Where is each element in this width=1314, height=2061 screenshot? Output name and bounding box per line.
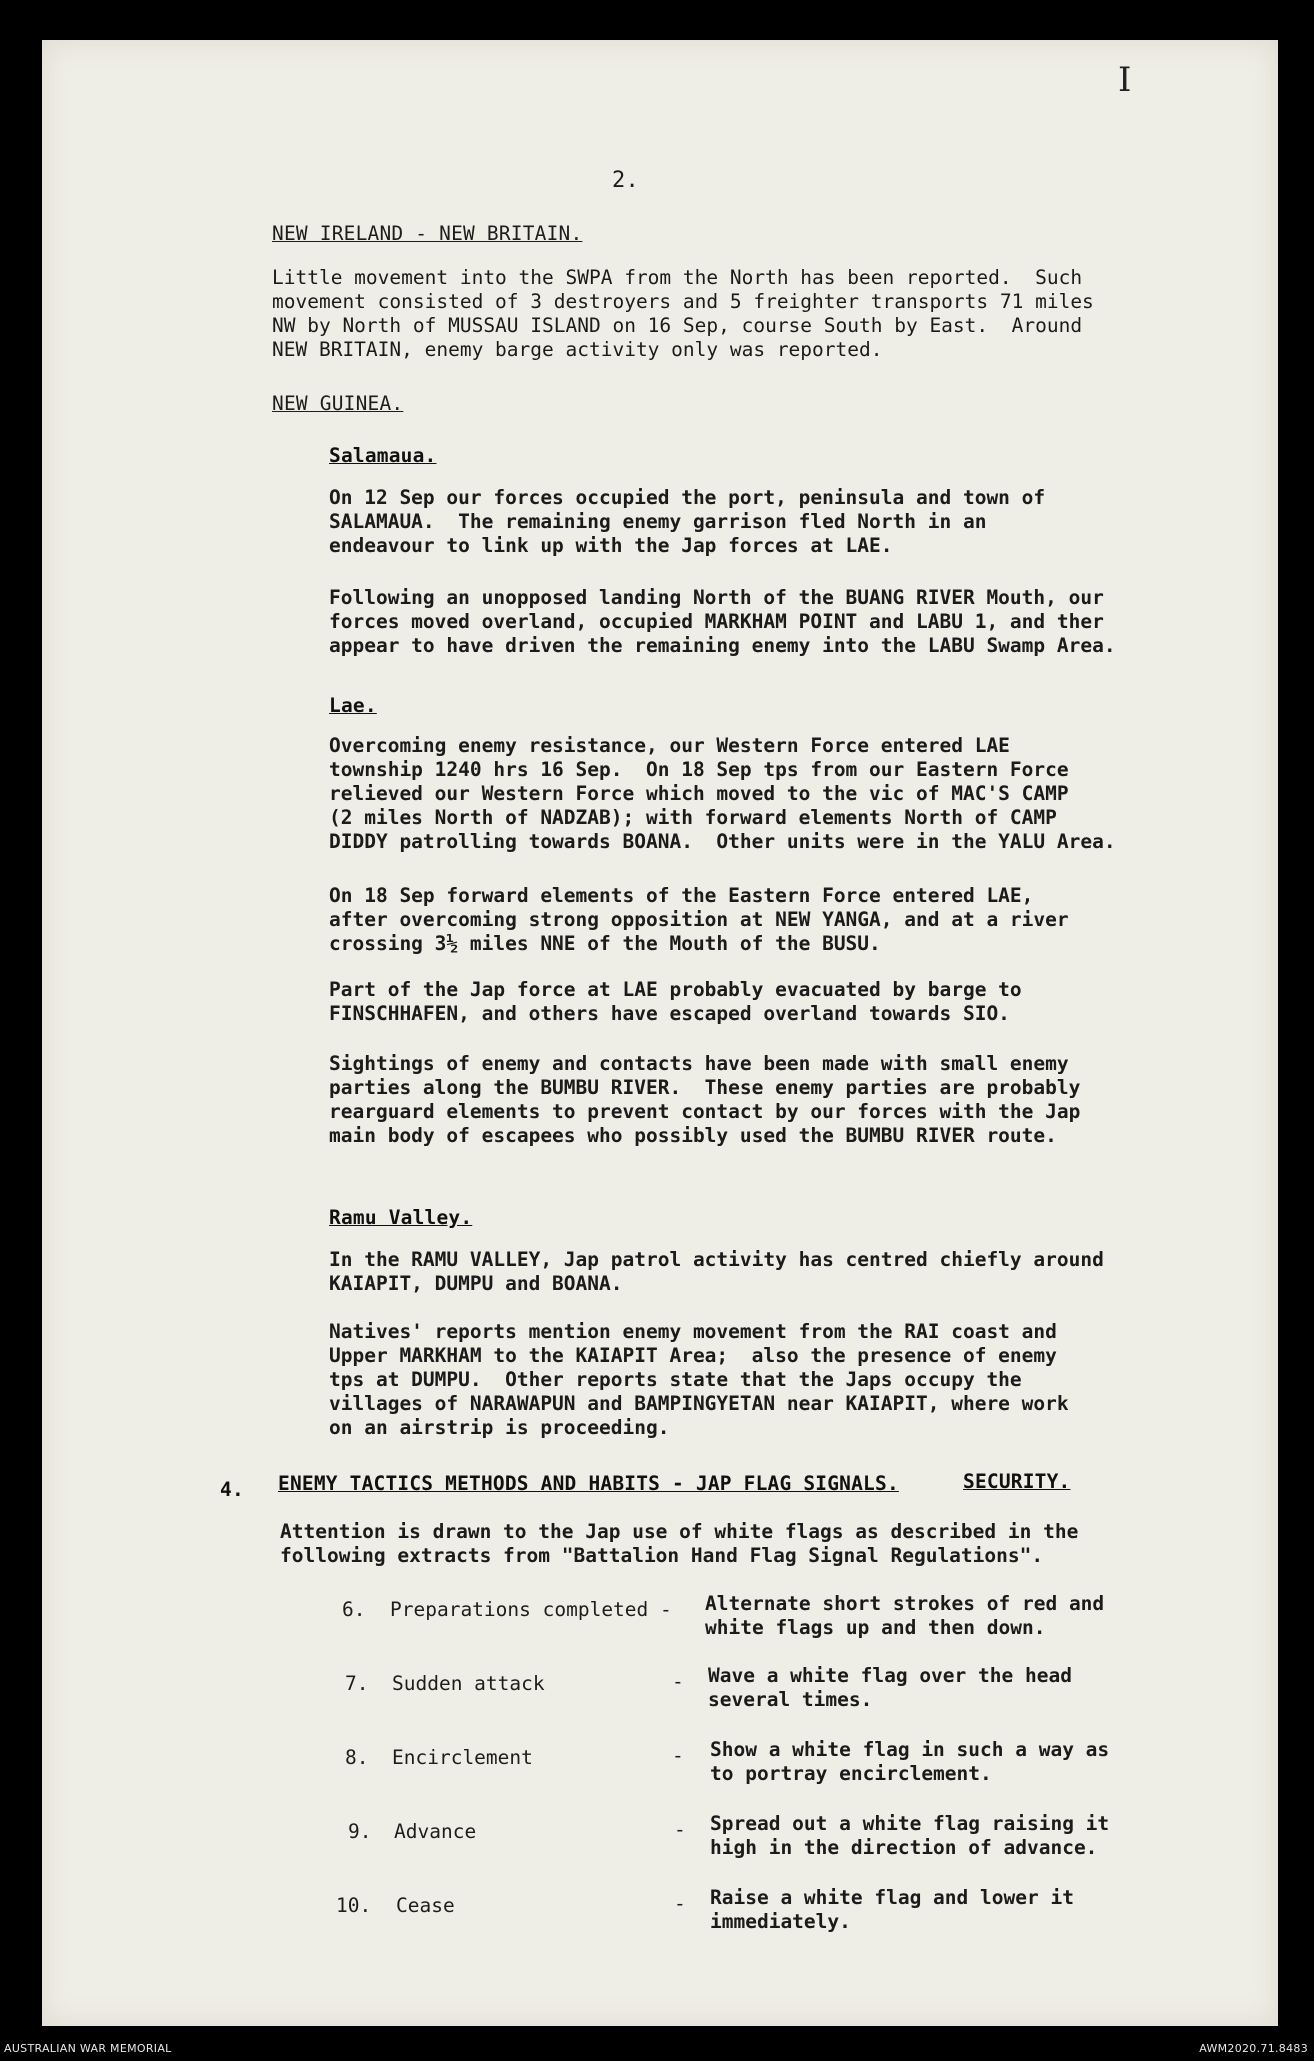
paragraph-ramu-2 <box>329 1320 1069 1440</box>
text-line: DIDDY patrolling towards BOANA. Other units were in the YALU Area. <box>329 830 1116 853</box>
text-line: movement consisted of 3 destroyers and 5 freighter transports 71 miles <box>272 290 1094 313</box>
text-line: FINSCHHAFEN, and others have escaped overland towards SIO. <box>329 1002 1010 1025</box>
signal-number: 7. <box>345 1672 369 1695</box>
text-line: following extracts from "Battalion Hand Flag Signal Regulations". <box>280 1544 1044 1567</box>
text-line: main body of escapees who possibly used the BUMBU RIVER route. <box>329 1124 1057 1147</box>
paragraph-salamaua-2 <box>329 586 1116 658</box>
page-number: 2. <box>612 168 639 193</box>
paragraph-salamaua-1 <box>329 486 1045 558</box>
paragraph-lae-1 <box>329 734 1116 854</box>
text-line: appear to have driven the remaining enemy into the LABU Swamp Area. <box>329 634 1116 657</box>
text-line: Upper MARKHAM to the KAIAPIT Area; also the presence of enemy <box>329 1344 1057 1367</box>
footer-accession-number: AWM2020.71.8483 <box>1199 2042 1308 2055</box>
text-line: forces moved overland, occupied MARKHAM POINT and LABU 1, and ther <box>329 610 1104 633</box>
paragraph-tactics-intro <box>280 1520 1078 1568</box>
text-line: rearguard elements to prevent contact by our forces with the Jap <box>329 1100 1081 1123</box>
text-line: Overcoming enemy resistance, our Western Force entered LAE <box>329 734 1010 757</box>
text-line: on an airstrip is proceeding. <box>329 1416 670 1439</box>
signal-dash: - <box>674 1892 686 1915</box>
heading-salamaua: Salamaua. <box>329 444 437 467</box>
signal-description <box>708 1664 1072 1712</box>
corner-mark: I <box>1118 60 1132 100</box>
text-line: township 1240 hrs 16 Sep. On 18 Sep tps from our Eastern Force <box>329 758 1069 781</box>
text-line: to portray encirclement. <box>710 1762 992 1785</box>
signal-name: Encirclement <box>392 1746 533 1769</box>
footer-credit: AUSTRALIAN WAR MEMORIAL <box>4 2042 172 2055</box>
signal-description <box>710 1812 1109 1860</box>
text-line: (2 miles North of NADZAB); with forward elements North of CAMP <box>329 806 1057 829</box>
text-line: In the RAMU VALLEY, Jap patrol activity has centred chiefly around <box>329 1248 1104 1271</box>
text-line: Raise a white flag and lower it <box>710 1886 1074 1909</box>
text-line: Spread out a white flag raising it <box>710 1812 1110 1835</box>
text-line: Little movement into the SWPA from the North has been reported. Such <box>272 266 1083 289</box>
text-line: SALAMAUA. The remaining enemy garrison fled North in an <box>329 510 987 533</box>
text-line: tps at DUMPU. Other reports state that the Japs occupy the <box>329 1368 1022 1391</box>
text-line: NEW BRITAIN, enemy barge activity only was reported. <box>272 338 883 361</box>
text-line: relieved our Western Force which moved to the vic of MAC'S CAMP <box>329 782 1069 805</box>
signal-description <box>710 1738 1109 1786</box>
security-label: SECURITY. <box>963 1470 1071 1493</box>
signal-description <box>710 1886 1074 1934</box>
text-line: Attention is drawn to the Jap use of white flags as described in the <box>280 1520 1079 1543</box>
signal-dash: - <box>672 1744 684 1767</box>
signal-dash: - <box>674 1818 686 1841</box>
signal-name: Cease <box>396 1894 455 1917</box>
text-line: On 12 Sep our forces occupied the port, peninsula and town of <box>329 486 1046 509</box>
signal-number: 8. <box>345 1746 369 1769</box>
text-line: immediately. <box>710 1910 851 1933</box>
paragraph-lae-4 <box>329 1052 1080 1148</box>
text-line: KAIAPIT, DUMPU and BOANA. <box>329 1272 623 1295</box>
text-line: On 18 Sep forward elements of the Eastern Force entered LAE, <box>329 884 1034 907</box>
text-line: parties along the BUMBU RIVER. These enemy parties are probably <box>329 1076 1081 1099</box>
text-line: Sightings of enemy and contacts have been made with small enemy <box>329 1052 1069 1075</box>
signal-name: Advance <box>394 1820 477 1843</box>
heading-new-ireland: NEW IRELAND - NEW BRITAIN. <box>272 222 583 245</box>
paragraph-ramu-1 <box>329 1248 1104 1296</box>
text-line: Part of the Jap force at LAE probably evacuated by barge to <box>329 978 1022 1001</box>
signal-number: 6. <box>342 1598 366 1621</box>
paragraph-new-ireland <box>272 266 1094 362</box>
text-line: white flags up and then down. <box>705 1616 1046 1639</box>
paragraph-lae-3 <box>329 978 1022 1026</box>
text-line: Following an unopposed landing North of the BUANG RIVER Mouth, our <box>329 586 1104 609</box>
heading-lae: Lae. <box>329 694 377 717</box>
text-line: crossing 3½ miles NNE of the Mouth of the BUSU. <box>329 932 881 955</box>
heading-enemy-tactics: ENEMY TACTICS METHODS AND HABITS - JAP FLAG SIGNALS. <box>278 1472 899 1495</box>
text-line: after overcoming strong opposition at NEW YANGA, and at a river <box>329 908 1069 931</box>
text-line: Wave a white flag over the head <box>708 1664 1072 1687</box>
signal-dash: - <box>672 1670 684 1693</box>
text-line: NW by North of MUSSAU ISLAND on 16 Sep, course South by East. Around <box>272 314 1083 337</box>
text-line: several times. <box>708 1688 873 1711</box>
signal-number: 9. <box>348 1820 372 1843</box>
section-number-4: 4. <box>220 1478 244 1501</box>
heading-new-guinea: NEW GUINEA. <box>272 392 404 415</box>
signal-name: Sudden attack <box>392 1672 545 1695</box>
text-line: Alternate short strokes of red and <box>705 1592 1105 1615</box>
text-line: endeavour to link up with the Jap forces at LAE. <box>329 534 893 557</box>
text-line: Natives' reports mention enemy movement from the RAI coast and <box>329 1320 1057 1343</box>
paragraph-lae-2 <box>329 884 1069 956</box>
text-line: high in the direction of advance. <box>710 1836 1098 1859</box>
text-line: villages of NARAWAPUN and BAMPINGYETAN near KAIAPIT, where work <box>329 1392 1069 1415</box>
text-line: Show a white flag in such a way as <box>710 1738 1110 1761</box>
signal-number: 10. <box>336 1894 372 1917</box>
heading-ramu-valley: Ramu Valley. <box>329 1206 473 1229</box>
signal-description <box>705 1592 1104 1640</box>
signal-name: Preparations completed - <box>390 1598 672 1621</box>
